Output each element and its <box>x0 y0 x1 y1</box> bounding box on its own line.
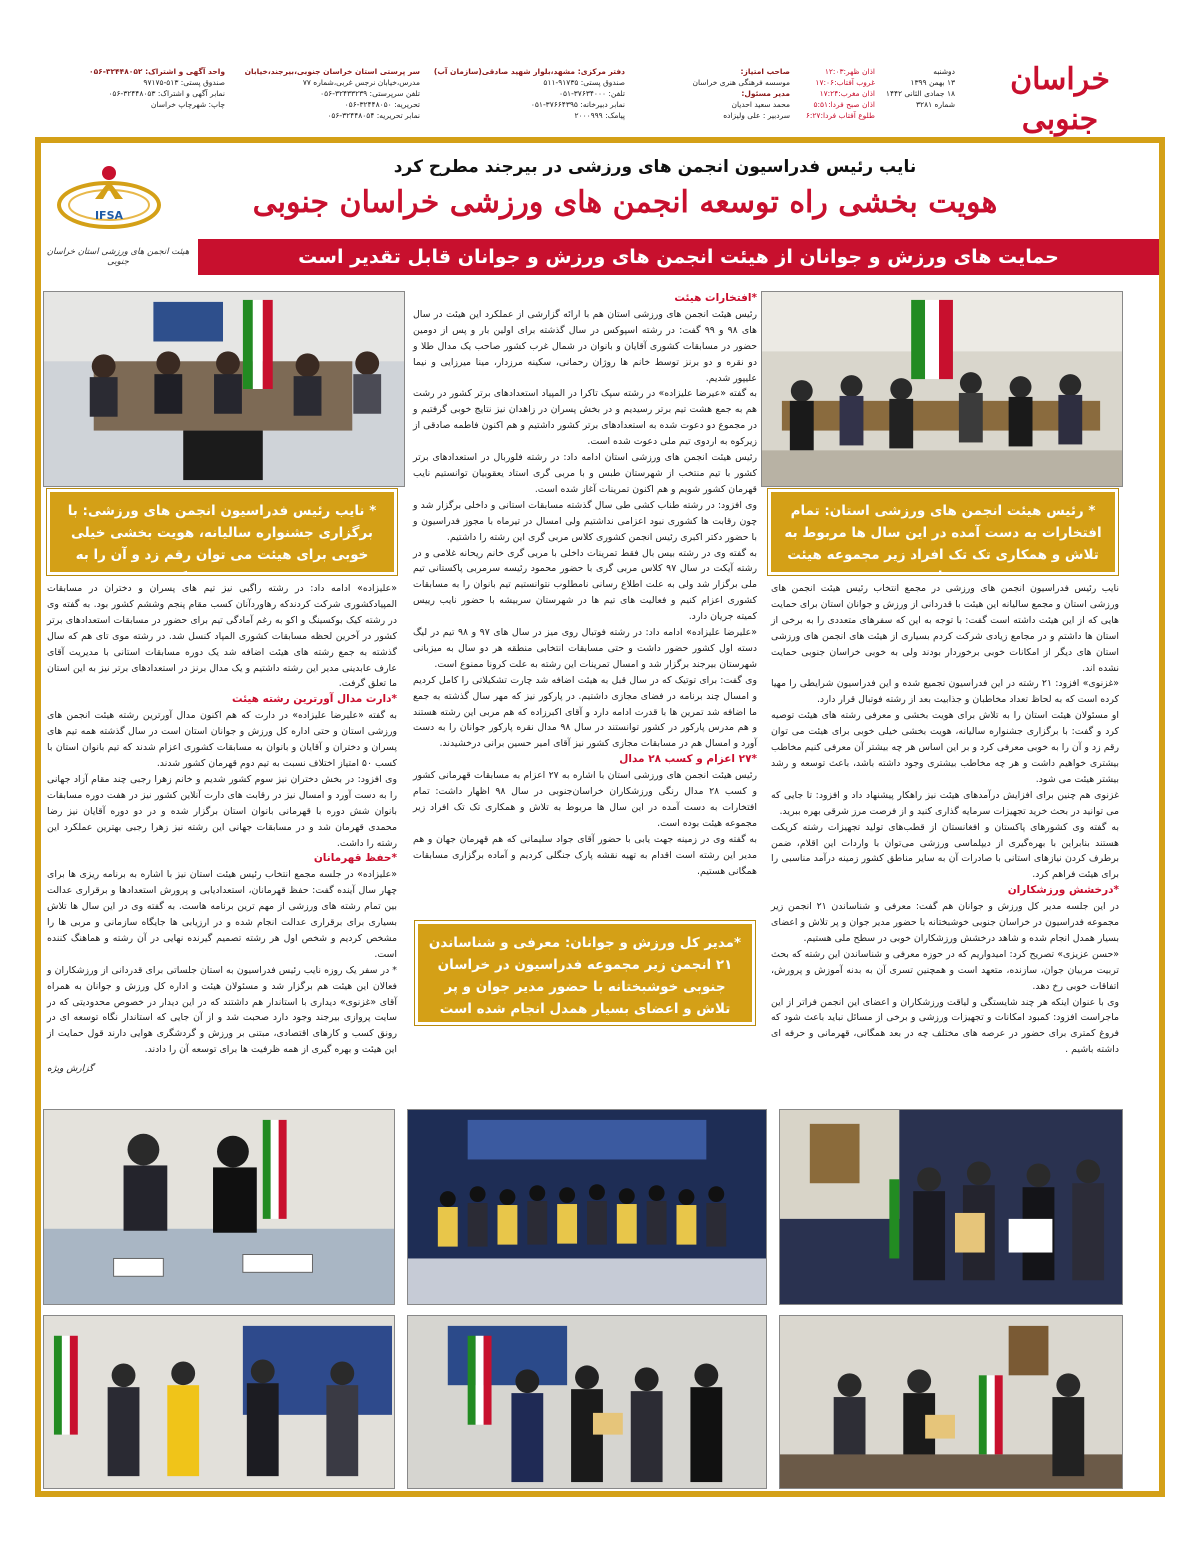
section-subheading: *درخشش ورزشکاران <box>1007 884 1119 897</box>
article-frame <box>35 137 1165 1497</box>
office-line: سر پرستی استان خراسان جنوبی،بیرجند،خیابان <box>244 67 420 76</box>
article-body <box>41 143 1159 1491</box>
ads-line: واحد آگهی و اشتراک: ۳۲۴۴۸۰۵۲-۰۵۶ <box>89 67 225 76</box>
paragraph: * در سفر یک روزه نایب رئیس فدراسیون به استان جلساتی برای قدردانی از ورزشکاران و فعالان این هیئت هم برگزار شد و مسئولان هیئت و اداره کل ورزش و جوانان به همراه آقای «غزنوی» دیداری با استاندار هم داشتند که در این دیدار در خصوص محدودیتی که در سایت پروازی بیرجند وجود دارد صحبت شد و از آن جایی که استاندار نگاه توسعه ای در رونق کسب و کارهای اقتصادی، مبتنی بر ورزش و گردشگری هوایی دارند قول حمایت از این هیئت و بهره گیری از همه ظرفیت ها برای توسعه آن را دادند. <box>47 964 397 1056</box>
paragraph: «غزنوی» افزود: ۲۱ رشته در این فدراسیون تجمیع شده و این فدراسیون شرایطی را مهیا کرده است که به لحاظ تعداد مخاطبان و جذابیت بعد از رشته فوتبال قرار دارد. <box>771 678 1119 706</box>
paragraph: وی افزود: در بخش دختران نیز سوم کشور شدیم و خانم زهرا رجبی چند مقام آزاد جهانی را به دست آورد و امسال نیز در رقابت های دارت آنلاین کشور نیز در هفت دوره مسابقات بانوان شش دوره با قهرمانی بانوان استان برگزار شده و در دو دوره آقایان نیز رضا محمدی قهرمان شد و در مسابقات جهانی این رشته نیز زهرا رجبی بهترین عملکرد این رشته را داشت. <box>47 773 397 849</box>
prayer-line: اذان مغرب:۱۷:۲۴ <box>819 89 875 98</box>
paragraph: وی افزود: در رشته طناب کشی طی سال گذشته مسابقات استانی و داخلی برگزار شد و چون رقابت ها کشوری نبود اعزامی نداشتیم ولی امسال در تیرماه با مجوز فدراسیون و با حضور دکتر اکبری رئیس انجمن کشوری کلاس مربی گری این رشته را داشتیم. <box>413 499 757 543</box>
paragraph: رئیس هیئت انجمن های ورزشی استان ادامه داد: در رشته فلوربال در استعدادهای برتر کشور با تیم منتخب از شهرستان طبس و با مربی گری استاد یعقوبیان توانستیم نایب قهرمان کشور شویم و هم اکنون تمرینات آغاز شده است. <box>413 452 757 495</box>
photo-group-stage[interactable] <box>407 1109 767 1305</box>
prayer-line: غروب آفتاب:۱۷:۰۶ <box>815 78 875 87</box>
ads-line: نمابر آگهی و اشتراک: ۳۲۴۴۸۰۵۳-۰۵۶ <box>108 89 225 98</box>
province-office-info <box>245 66 420 121</box>
hq-line: نمابر دبیرخانه: ۳۷۶۶۴۳۹۵-۰۵۱ <box>530 100 625 109</box>
photo-signing-table[interactable] <box>43 1109 395 1305</box>
owner-line: مدیر مسئول: <box>741 89 790 98</box>
owner-line: سردبیر : علی ولیزاده <box>723 111 790 120</box>
hq-line: صندوق پستی: ۹۱۷۳۵-۵۱۱ <box>543 78 625 87</box>
article-headline[interactable]: هویت بخشی راه توسعه انجمن های ورزشی خراسان جنوبی <box>252 185 998 220</box>
photo-ceremony-1[interactable] <box>43 1315 395 1489</box>
text-column-left <box>47 581 397 1101</box>
owner-line: محمد سعید احدیان <box>731 100 790 109</box>
paragraph: غزنوی هم چنین برای افزایش درآمدهای هیئت نیز راهکار پیشنهاد داد و افزود: تا جایی که می توانید در بحث خرید تجهیزات سرمایه گذاری کنید و از فرصت مرز شرقی بهره ببرید. <box>771 789 1119 817</box>
emblem-caption: هیئت انجمن های ورزشی استان خراسان جنوبی <box>46 247 190 267</box>
meeting-photo-left[interactable] <box>43 291 405 487</box>
owner-line: موسسه فرهنگی هنری خراسان <box>692 78 790 87</box>
date-line: ۱۸ جمادی الثانی ۱۴۴۲ <box>885 89 955 98</box>
svg-text:IFSA: IFSA <box>94 209 124 222</box>
office-line: مدرس،خیابان نرجس غربی،شماره ۷۷ <box>302 78 420 87</box>
office-line: نمابر تحریریه: ۳۲۴۴۸۰۵۴-۰۵۶ <box>327 111 420 120</box>
headquarters-info <box>434 66 625 121</box>
ads-line: چاپ: شهرچاپ خراسان <box>150 100 225 109</box>
paragraph: به گفته «علیرضا علیزاده» در دارت که هم اکنون مدال آورترین رشته هیئت انجمن های ورزشی استان و حتی اداره کل ورزش و جوانان استان است در سال گذشته همه تیم های پسران و دختران و آقایان و بانوان به مسابقات کشوری اعزام شدند که تیم بانوان استان با کسب ۵۰ امتیاز اختلاف نسبت به تیم دوم قهرمان کشور شدند. <box>47 710 397 769</box>
logo-name: خراسان جنوبی <box>1010 62 1110 137</box>
paragraph: او مسئولان هیئت استان را به تلاش برای هویت بخشی و معرفی رشته های هیئت توصیه کرد و گفت: با برگزاری جشنواره سالیانه، هویت بخشی خیلی خوبی برای هیئت می توان رقم زد و آن را به خوبی معرفی کرد و بر این اساس هر چه بیشتر آن معرفی کنیم مخاطب بیشتری خواهیم داشت و هر چه مخاطب بیشتری وجود داشته باشد، باعث توسعه و رشد بیشتر هیئت می شود. <box>771 710 1119 785</box>
photo-certificate-award[interactable] <box>779 1109 1123 1305</box>
publisher-info <box>692 66 790 121</box>
paragraph: «علیزاده» در جلسه مجمع انتخاب رئیس هیئت استان نیز با اشاره به برنامه ریزی ها برای چهار سال آینده گفت: حفظ قهرمانان، استعدادیابی و پرورش استعدادها و برقراری عدالت بین تمام رشته های ورزشی از مهم ترین برنامه هاست. به گفته وی در این سال ها تلاش بسیاری برای برقراری عدالت انجام شده و در ارزیابی ها جایگاه سازمانی و مربی ها را مشخص کردیم و شخص اول هر رشته تصمیم گیرنده نهایی در آن رشته و هماهنگ کننده است. <box>47 869 397 960</box>
paragraph: به گفته «عیرضا علیزاده» در رشته سپک تاکرا در المپیاد استعدادهای برتر کشور در رشت هم به جمع هشت تیم برتر رسیدیم و در بخش پسران در زاهدان نیز نتایج خوبی گرفتیم و در مجموع دو دعوت شده به استعدادهای برتر کشور داشتیم و هم اکنون فاطمه صادقی از زیرکوه به اردوی تیم ملی دعوت شده است. <box>413 388 757 448</box>
hq-line: دفتر مرکزی: مشهد،بلوار شهید صادقی(سازمان آب) <box>433 67 625 76</box>
ads-info <box>89 66 225 110</box>
hq-line: پیامک: ۲۰۰۰۹۹۹ <box>574 111 625 120</box>
article-kicker: نایب رئیس فدراسیون انجمن های ورزشی در بیرجند مطرح کرد <box>393 157 917 177</box>
masthead <box>50 60 1150 137</box>
hq-line: تلفن: ۳۷۶۳۴۰۰۰-۰۵۱ <box>558 89 625 98</box>
office-line: تحریریه: ۳۲۴۴۸۰۵۰-۰۵۶ <box>344 100 420 109</box>
date-line: ۱۳ بهمن ۱۳۹۹ <box>910 78 955 87</box>
date-line: شماره ۳۲۸۱ <box>916 100 955 109</box>
section-subheading: *۲۷ اعزام و کسب ۲۸ مدال <box>619 753 757 766</box>
prayer-line: طلوع آفتاب فردا:۶:۲۷ <box>805 111 875 120</box>
meeting-photo-right[interactable] <box>761 291 1123 487</box>
office-line: تلفن سرپرستی: ۳۲۴۳۳۲۳۹-۰۵۶ <box>320 89 420 98</box>
paragraph: وی گفت: برای توتیک که در سال قبل به هیئت اضافه شد چارت تشکیلاتی را کامل کردیم و امسال چند برنامه در فضای مجازی داشتیم. در پارکور نیز که مهر سال گذشته به جمع ما اضافه شد تمرین ها با قدرت ادامه دارد و آقای اکبرزاده که هم مربی این رشته هستند و هم مدرس پارکور در کشور توانستند در سال ۹۸ مدال نقره پارکور جوانان را به دست آورد و امسال هم در مسابقات مجازی کشور نیز آقای امیر حسین برانی درخشیدند. <box>413 674 757 750</box>
photo-ceremony-3[interactable] <box>779 1315 1123 1489</box>
paragraph: وی با عنوان اینکه هر چند شایستگی و لیاقت ورزشکاران و اعضای این انجمن فراتر از این ماجراست افزود: کمبود امکانات و تجهیزات ورزشی و برخی از مسائل نباید باعث شود که فروغ کمتری برای حضور در عرصه های مختلف چه در بعد همگانی، قهرمانی و حرفه ای داشته باشیم . <box>771 996 1119 1056</box>
callout-right: * رئیس هیئت انجمن های ورزشی استان: تمام افتخارات به دست آمده در این سال ها مربوط به تلاش و همکاری تک تک افراد زیر مجموعه هیئت بوده است <box>768 489 1118 575</box>
paragraph: در این جلسه مدیر کل ورزش و جوانان هم گفت: معرفی و شناساندن ۲۱ انجمن زیر مجموعه فدراسیون در خراسان جنوبی خوشبختانه با حضور مدیر جوان و پر تلاش و اعضای بسیار همدل انجام شده و شاهد درخشش ورزشکاران خوبی در سطح ملی هستیم. <box>771 901 1119 944</box>
callout-center: *مدیر کل ورزش و جوانان: معرفی و شناساندن ۲۱ انجمن زیر مجموعه فدراسیون در خراسان جنوبی خوشبختانه با حضور مدیر جوان و پر تلاش و اعضای بسیار همدل انجام شده است <box>415 921 755 1025</box>
section-subheading: *حفظ قهرمانان <box>313 852 397 865</box>
paragraph: رئیس هیئت انجمن های ورزشی استان هم با ارائه گزارشی از عملکرد این هیئت در سال های ۹۸ و ۹۹ گفت: در رشته اسپوکس در سال گذشته برای اولین بار و پس از دومین حضور در مسابقات کشوری آقایان و بانوان در شمال غرب کشور صاحب یک مدال طلا و دو نقره و دو برنز توسط خانم ها روژان رحمانی، سکینه مرزدار، مینا میرزایی و نیما علیپور شدیم. <box>413 308 757 384</box>
text-column-right <box>771 581 1119 1056</box>
section-subheading: *دارت مدال آورترین رشته هیئت <box>231 693 397 706</box>
section-subheading: *افتخارات هیئت <box>674 292 757 304</box>
paragraph: به گفته وی در زمینه جهت یابی با حضور آقای جواد سلیمانی که هم قهرمان جهان و هم مدیر این رشته است اقدام به تهیه نقشه پارک جنگلی کردیم و آماده برگزاری مسابقات همگانی هستیم. <box>413 833 757 877</box>
paragraph: رئیس هیئت انجمن های ورزشی استان با اشاره به ۲۷ اعزام به مسابقات قهرمانی کشور و کسب ۲۸ مدال رنگی ورزشکاران خراسان‌جنوبی در سال ۹۸ اظهار داشت: تمام افتخارات به دست آمده در این سال ها مربوط به تلاش و همکاری تک تک افراد زیر مجموعه هیئت بوده است. <box>413 770 758 829</box>
issue-date <box>886 66 955 110</box>
text-column-middle <box>413 291 757 913</box>
callout-left: * نایب رئیس فدراسیون انجمن های ورزشی: با برگزاری جشنواره سالیانه، هویت بخشی خیلی خوبی برای هیئت می توان رقم زد و آن را به خوبی معرفی کرد <box>47 489 397 575</box>
date-line: دوشنبه <box>933 67 955 76</box>
article-subheadline: حمایت های ورزش و جوانان از هیئت انجمن های ورزش و جوانان قابل تقدیر است <box>198 239 1159 275</box>
photo-ceremony-2[interactable] <box>407 1315 767 1489</box>
paragraph: به گفته وی در رشته بیس بال فقط تمرینات داخلی با مربی گری خانم ریحانه غلامی و در رشته آیکت در سال ۹۷ کلاس مربی گری با حضور محمود رئیسه سرمربی پاکستانی تیم ملی برگزار شد ولی به علت اطلاع رسانی نامطلوب نتوانستیم تیم بانوان را به مسابقات کشوری اعزام کنیم و فعالیت های تیم ها در شهرستان سربیشه با حضور نایب رییس کمیته جریان دارد. <box>413 547 757 623</box>
prayer-times <box>806 66 875 121</box>
paragraph: «حسن عزیزی» تصریح کرد: امیدواریم که در حوزه معرفی و شناساندن این رشته که بحث تربیت مربیان جوان، سازنده، متعهد است و همچنین تسری آن به بدنه آموزش و پرورش، اتفاقات خوبی رخ دهد. <box>771 948 1119 992</box>
ads-line: صندوق پستی: ۵۱۳-۹۷۱۷۵ <box>143 78 225 87</box>
owner-line: صاحب امتیاز: <box>740 67 790 76</box>
paragraph: «علیرضا علیزاده» ادامه داد: در رشته فوتبال روی میز در سال های ۹۷ و ۹۸ تیم در لیگ دسته اول کشور حضور داشت و حتی مسابقات انتخابی منطقه هر دو سال به میزبانی شهرستان بیرجند برگزار شد و امسال تمرینات این رشته به علت کرونا ممنوع است. <box>413 627 757 670</box>
paragraph: «علیزاده» ادامه داد: در رشته راگبی نیز تیم های پسران و دختران در مسابقات المپیادکشوری شرکت کردندکه رهاوردآنان کسب مقام پنجم وششم کشور بود. به گفته وی در رشته کیک بوکسینگ و اکو به رغم آمادگی تیم برای حضور در مسابقات استعدادهای برتر کشور در آخرین لحظه مسابقات کشوری المپاد کنسل شد. در رشته موی تای هم که سال گذشته به جمع رشته های هیئت اضافه شد یک دوره مسابقات استانی با مدیریت آقای عارف عابدینی مدیر این رشته داشتیم و یک مدال برنز در استعدادهای برتر نیز به این استان ما تعلق گرفت. <box>47 583 397 690</box>
byline: گزارش ویژه <box>47 1064 94 1075</box>
prayer-line: اذان ظهر:۱۲:۰۳ <box>824 67 875 76</box>
ifsa-emblem-icon <box>55 159 163 245</box>
prayer-line: اذان صبح فردا:۵:۵۱ <box>813 100 875 109</box>
paragraph: نایب رئیس فدراسیون انجمن های ورزشی در مجمع انتخاب رئیس هیئت انجمن های ورزشی استان و مجمع سالیانه این هیئت با قدردانی از ورزش و جوانان استان برای حمایت هایی که از این هیئت داشته است گفت: با توجه به این که سفرهای متعددی را به برخی از استان ها داشتم و در مجامع زیادی شرکت کردم بسیاری از هیئت های انجمن های ورزشی استان های دیگر از امکانات خوبی برخوردار بودند ولی به خوبی خراسان جنوبی حمایت نشده اند. <box>771 583 1119 674</box>
paragraph: به گفته وی کشورهای پاکستان و افغانستان از قطب‌های تولید تجهیزات رشته کریکت هستند بنابراین با بهره‌گیری از دیپلماسی ورزشی می‌توان با واردات این اقلام، ضمن برطرف کردن نیازهای استانی با صادرات آن به سایر مناطق کشور زمینه درآمد مناسبی را برای هیئت فراهم کرد. <box>771 821 1119 881</box>
